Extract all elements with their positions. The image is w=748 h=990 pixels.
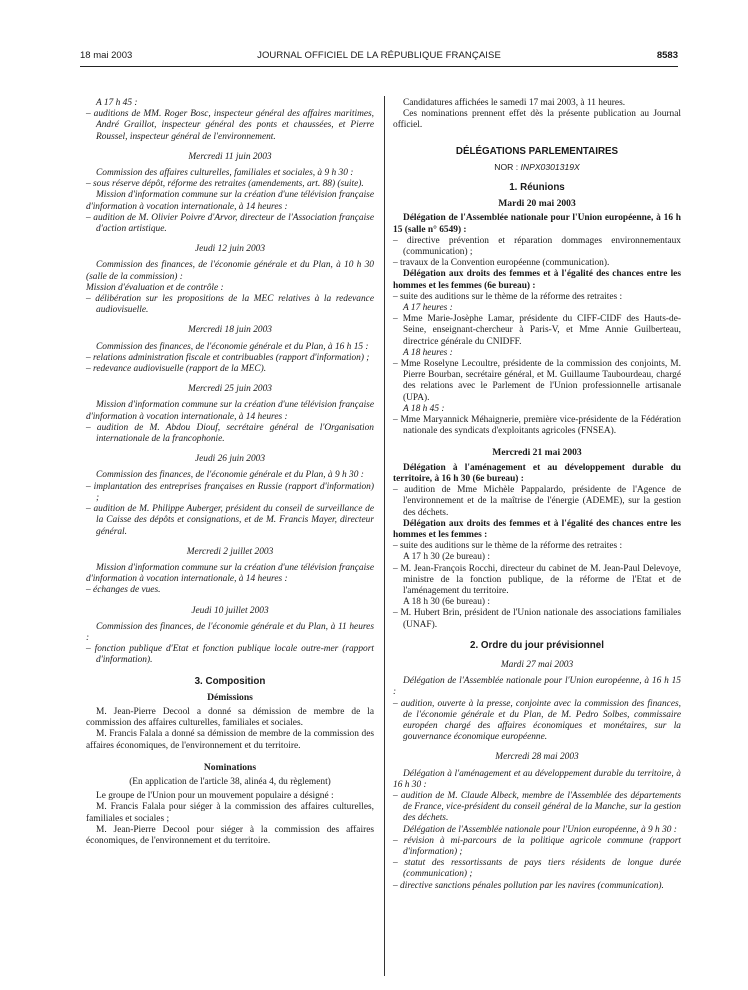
agenda-item: – implantation des entreprises françaises en Russie (rapport d'information) ; [86, 481, 374, 503]
date-heading: Mercredi 18 juin 2003 [188, 325, 272, 336]
column-separator [384, 96, 385, 976]
time-label: A 18 heures : [403, 347, 453, 358]
subsection-heading: Démissions [207, 691, 253, 703]
section-heading: 1. Réunions [509, 182, 565, 194]
agenda-item: – Mme Roselyne Lecoultre, présidente de la commission des conjoints, M. Pierre Bourban, secrétaire général, et M. Guillaume Taubourdeau, chargé des relations avec le Parlement de l'Union professionnelle artisanale (UPA). [393, 359, 681, 403]
time-label: A 17 h 45 : [96, 98, 138, 108]
agenda-paragraph: Commission des finances, de l'économie générale et du Plan, à 10 h 30 (salle de la commission) : [86, 260, 374, 282]
agenda-item: – directive prévention et réparation dommages environnementaux (communication) ; [393, 235, 681, 258]
agenda-paragraph: Délégation de l'Assemblée nationale pour l'Union européenne, à 16 h 15 (salle n° 6549) : [393, 213, 681, 235]
page-header [80, 50, 678, 64]
agenda-item: – redevance audiovisuelle (rapport de la MEC). [86, 364, 267, 375]
date-heading: Mercredi 2 juillet 2003 [186, 546, 274, 557]
section-heading: 3. Composition [194, 675, 266, 687]
agenda-item: – échanges de vues. [86, 585, 161, 596]
time-label: A 17 heures : [403, 303, 453, 314]
agenda-item: – révision à mi-parcours de la politique agricole commune (rapport d'information) ; [393, 835, 681, 857]
main-heading: DÉLÉGATIONS PARLEMENTAIRES [455, 145, 619, 157]
agenda-paragraph: Délégation à l'aménagement et au développement durable du territoire, à 16 h 30 : [393, 768, 681, 790]
time-label: A 17 h 30 (2e bureau) : [403, 552, 490, 563]
left-column [86, 98, 374, 847]
date-heading: Mercredi 11 juin 2003 [188, 151, 272, 162]
date-heading: Mardi 27 mai 2003 [500, 659, 574, 670]
body-paragraph: Candidatures affichées le samedi 17 mai 2003, à 11 heures. [403, 98, 626, 108]
right-column [393, 98, 681, 892]
agenda-item: – sous réserve dépôt, réforme des retraites (amendements, art. 88) (suite). [86, 179, 364, 190]
time-label: A 18 h 30 (6e bureau) : [403, 597, 490, 608]
agenda-paragraph: Délégation de l'Assemblée nationale pour l'Union européenne, à 16 h 15 : [393, 676, 681, 698]
agenda-item: – auditions de MM. Roger Bosc, inspecteur général des affaires maritimes, André Graillot, inspecteur général des ponts et chaussées, et Pierre Roussel, inspecteur général de l'environnement. [86, 109, 374, 142]
agenda-item: – audition de M. Claude Albeck, membre de l'Assemblée des départements de France, vice-président du conseil général de la Manche, sur la gestion des déchets. [393, 790, 681, 824]
agenda-item: – audition de M. Philippe Auberger, président du conseil de surveillance de la Caisse des dépôts et consignations, et de M. Francis Mayer, directeur général. [86, 504, 374, 537]
agenda-item: – délibération sur les propositions de la MEC relatives à la redevance audiovisuelle. [86, 294, 374, 316]
agenda-item: – relations administration fiscale et contribuables (rapport d'information) ; [86, 352, 370, 363]
date-heading: Jeudi 12 juin 2003 [194, 244, 266, 255]
agenda-item: – M. Hubert Brin, président de l'Union nationale des associations familiales (UNAF). [393, 608, 681, 630]
agenda-paragraph: Commission des finances, de l'économie générale et du Plan, à 9 h 30 : [96, 470, 364, 481]
agenda-paragraph: Délégation à l'aménagement et au développement durable du territoire, à 16 h 30 (6e bureau) : [393, 462, 681, 484]
agenda-paragraph: Mission d'information commune sur la création d'une télévision française d'information à vocation internationale, à 14 heures : [86, 562, 374, 585]
section-heading: 2. Ordre du jour prévisionnel [470, 639, 604, 651]
body-paragraph: M. Francis Falala a donné sa démission de membre de la commission des affaires économiques, de l'environnement et du territoire. [86, 729, 374, 751]
agenda-item: – audition de M. Abdou Diouf, secrétaire général de l'Organisation internationale de la francophonie. [86, 422, 374, 445]
date-heading: Jeudi 26 juin 2003 [194, 454, 266, 465]
date-heading: Mercredi 28 mai 2003 [495, 752, 579, 763]
nor-value: INPX0301319X [520, 161, 580, 172]
body-paragraph: Le groupe de l'Union pour un mouvement populaire a désigné : [96, 791, 334, 802]
agenda-item: – suite des auditions sur le thème de la réforme des retraites : [393, 541, 623, 552]
agenda-item: – fonction publique d'Etat et fonction publique locale outre-mer (rapport d'information). [86, 644, 374, 666]
agenda-paragraph: Délégation aux droits des femmes et à l'égalité des chances entre les hommes et les femmes (6e bureau) : [393, 269, 681, 291]
header-rule [80, 66, 678, 67]
agenda-item: – audition de M. Olivier Poivre d'Arvor, directeur de l'Association française d'action artistique. [86, 212, 374, 235]
agenda-item: – suite des auditions sur le thème de la réforme des retraites : [393, 291, 623, 302]
agenda-paragraph: Mission d'information commune sur la création d'une télévision française d'information à vocation internationale, à 14 heures : [86, 190, 374, 212]
agenda-item: – audition de Mme Michèle Pappalardo, présidente de l'Agence de l'environnement et de la maîtrise de l'énergie (ADEME), sur la gestion des déchets. [393, 485, 681, 518]
agenda-item: – statut des ressortissants de pays tiers résidents de longue durée (communication) ; [393, 858, 681, 880]
body-paragraph: (En application de l'article 38, alinéa 4, du règlement) [129, 776, 331, 787]
date-heading: Jeudi 10 juillet 2003 [191, 605, 269, 616]
date-heading: Mardi 20 mai 2003 [498, 198, 576, 210]
agenda-paragraph: Mission d'évaluation et de contrôle : [86, 282, 224, 293]
body-paragraph: Ces nominations prennent effet dès la présente publication au Journal officiel. [393, 109, 681, 131]
agenda-item: – directive sanctions pénales pollution par les navires (communication). [393, 880, 664, 891]
body-paragraph: M. Jean-Pierre Decool pour siéger à la commission des affaires économiques, de l'environnement et du territoire. [86, 824, 374, 846]
agenda-paragraph: Commission des finances, de l'économie générale et du Plan, à 11 heures : [86, 621, 374, 643]
header-page-number: 8583 [656, 50, 678, 61]
header-date: 18 mai 2003 [80, 50, 133, 61]
date-heading: Mercredi 25 juin 2003 [188, 384, 272, 395]
agenda-paragraph: Délégation de l'Assemblée nationale pour l'Union européenne, à 9 h 30 : [403, 824, 677, 835]
agenda-paragraph: Commission des affaires culturelles, familiales et sociales, à 9 h 30 : [96, 168, 354, 179]
agenda-item: – audition, ouverte à la presse, conjointe avec la commission des finances, de l'économie générale et du Plan, de M. Pedro Solbes, commissaire européen chargé des affaires économiques et monétaires, sur la gouvernance économique européenne. [393, 698, 681, 743]
body-paragraph: M. Jean-Pierre Decool a donné sa démission de membre de la commission des affaires culturelles, familiales et sociales. [86, 706, 374, 729]
agenda-item: – Mme Marie-Josèphe Lamar, présidente du CIFF-CIDF des Hauts-de-Seine, enseignant-chercheur à Paris-V, et Mme Annie Guilberteau, directrice générale du CNIDFF. [393, 314, 681, 347]
nor-reference [393, 162, 681, 173]
agenda-paragraph: Mission d'information commune sur la création d'une télévision française d'information à vocation internationale, à 14 heures : [86, 400, 374, 422]
body-paragraph: M. Francis Falala pour siéger à la commission des affaires culturelles, familiales et sociales ; [86, 802, 374, 824]
subsection-heading: Nominations [203, 761, 257, 773]
header-title: JOURNAL OFFICIEL DE LA RÉPUBLIQUE FRANÇAISE [257, 50, 501, 61]
agenda-paragraph: Commission des finances, de l'économie générale et du Plan, à 16 h 15 : [96, 341, 369, 352]
agenda-paragraph: Délégation aux droits des femmes et à l'égalité des chances entre les hommes et les femmes : [393, 518, 681, 540]
time-label: A 18 h 45 : [403, 403, 445, 414]
nor-label: NOR : [494, 161, 521, 172]
agenda-item: – M. Jean-François Rocchi, directeur du cabinet de M. Jean-Paul Delevoye, ministre de la fonction publique, de la réforme de l'Etat et de l'aménagement du territoire. [393, 563, 681, 596]
agenda-item: – travaux de la Convention européenne (communication). [393, 258, 610, 269]
date-heading: Mercredi 21 mai 2003 [492, 447, 582, 459]
agenda-item: – Mme Maryannick Méhaignerie, première vice-présidente de la Fédération nationale des syndicats d'exploitants agricoles (FNSEA). [393, 415, 681, 437]
